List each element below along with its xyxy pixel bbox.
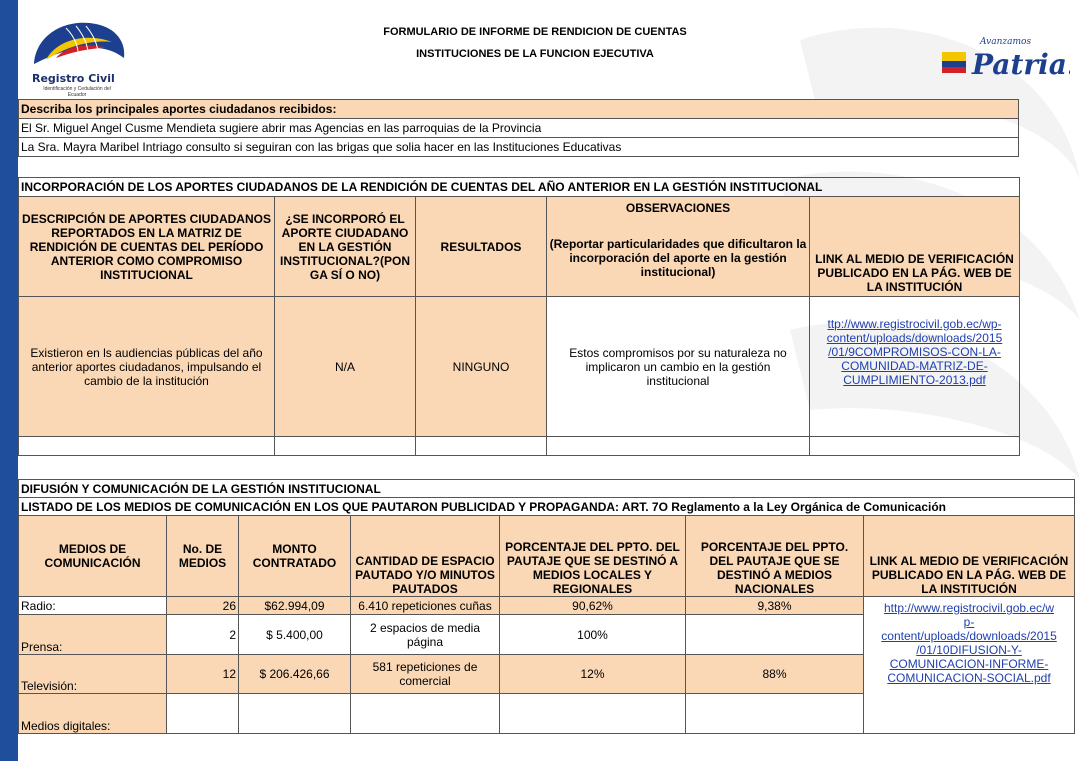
medio-locales: 100%: [500, 615, 686, 655]
medio-nacionales: 88%: [686, 655, 864, 694]
medio-monto: [239, 694, 351, 734]
header-pct-nacionales: PORCENTAJE DEL PPTO. DEL PAUTAJE QUE SE DESTINÓ A MEDIOS NACIONALES: [686, 516, 864, 597]
left-accent-bar: [0, 0, 18, 761]
medio-monto: $ 206.426,66: [239, 655, 351, 694]
header-incorporo: ¿SE INCORPORÓ EL APORTE CIUDADANO EN LA GESTIÓN INSTITUCIONAL?(PON GA SÍ O NO): [275, 197, 416, 297]
logo-left-title: Registro Civil: [32, 72, 115, 85]
row-incorporo: N/A: [275, 297, 416, 437]
medio-cantidad: 6.410 repeticiones cuñas: [351, 597, 500, 615]
logo-right-main-text: Patria!: [972, 48, 1070, 81]
header-cantidad: CANTIDAD DE ESPACIO PAUTADO Y/O MINUTOS PAUTADOS: [351, 516, 500, 597]
row-descripcion: Existieron en ls audiencias públicas del año anterior aportes ciudadanos, impulsando el cambio de la institución: [19, 297, 275, 437]
row-link[interactable]: ttp://www.registrocivil.gob.ec/wp- content/uploads/downloads/2015 /01/9COMPROMISOS-CON-LA- COMUNIDAD-MATRIZ-DE- CUMPLIMIENTO-2013.pdf: [810, 297, 1020, 437]
medio-cantidad: 581 repeticiones de comercial: [351, 655, 500, 694]
header-observaciones: [547, 197, 810, 297]
difusion-subtitle: LISTADO DE LOS MEDIOS DE COMUNICACIÓN EN LOS QUE PAUTARON PUBLICIDAD Y PROPAGANDA: ART. 7O Reglamento a la Ley Orgánica de Comunicación: [19, 498, 1075, 516]
empty-cell: [19, 437, 275, 456]
medio-monto: $ 5.400,00: [239, 615, 351, 655]
aporte-row: El Sr. Miguel Angel Cusme Mendieta sugiere abrir mas Agencias en las parroquias de la Provincia: [19, 119, 1019, 138]
medio-no: 2: [167, 615, 239, 655]
medio-no: 12: [167, 655, 239, 694]
empty-cell: [547, 437, 810, 456]
header-no-medios: No. DE MEDIOS: [167, 516, 239, 597]
header-observaciones-title: OBSERVACIONES: [625, 201, 731, 215]
medio-locales: 90,62%: [500, 597, 686, 615]
header-resultados: RESULTADOS: [416, 197, 547, 297]
empty-cell: [416, 437, 547, 456]
medio-locales: 12%: [500, 655, 686, 694]
medio-nacionales: [686, 615, 864, 655]
medio-nacionales: 9,38%: [686, 597, 864, 615]
medio-monto: $62.994,09: [239, 597, 351, 615]
header-descripcion: DESCRIPCIÓN DE APORTES CIUDADANOS REPORTADOS EN LA MATRIZ DE RENDICIÓN DE CUENTAS DEL PERÍODO ANTERIOR COMO COMPROMISO INSTITUCIONAL: [19, 197, 275, 297]
medio-no: 26: [167, 597, 239, 615]
medio-cantidad: 2 espacios de media página: [351, 615, 500, 655]
empty-cell: [810, 437, 1020, 456]
row-observaciones: Estos compromisos por su naturaleza no implicaron un cambio en la gestión institucional: [547, 297, 810, 437]
difusion-table: [18, 479, 1075, 734]
aportes-table: [18, 99, 1019, 157]
header-link-difusion: LINK AL MEDIO DE VERIFICACIÓN PUBLICADO EN LA PÁG. WEB DE LA INSTITUCIÓN: [864, 516, 1075, 597]
difusion-title: DIFUSIÓN Y COMUNICACIÓN DE LA GESTIÓN INSTITUCIONAL: [19, 480, 1075, 498]
medio-cantidad: [351, 694, 500, 734]
ecuador-flag-icon: [940, 30, 1070, 90]
header-monto: MONTO CONTRATADO: [239, 516, 351, 597]
registro-civil-emblem-icon: [26, 14, 136, 74]
medio-name: Televisión:: [19, 655, 167, 694]
aporte-row: La Sra. Mayra Maribel Intriago consulto si seguiran con las brigas que solia hacer en las Instituciones Educativas: [19, 138, 1019, 157]
header-link: LINK AL MEDIO DE VERIFICACIÓN PUBLICADO EN LA PÁG. WEB DE LA INSTITUCIÓN: [810, 197, 1020, 297]
medio-name: Radio:: [19, 597, 167, 615]
header-medios: MEDIOS DE COMUNICACIÓN: [19, 516, 167, 597]
medio-name: Prensa:: [19, 615, 167, 655]
logo-right-top-text: Avanzamos: [980, 37, 1032, 47]
incorporacion-table: [18, 177, 1020, 456]
registro-civil-logo: [26, 14, 136, 98]
form-title: FORMULARIO DE INFORME DE RENDICION DE CUENTAS: [383, 26, 687, 38]
empty-cell: [275, 437, 416, 456]
aportes-title: Describa los principales aportes ciudadanos recibidos:: [19, 100, 1019, 119]
header-pct-locales: PORCENTAJE DEL PPTO. DEL PAUTAJE QUE SE DESTINÓ A MEDIOS LOCALES Y REGIONALES: [500, 516, 686, 597]
medio-no: [167, 694, 239, 734]
difusion-link[interactable]: http://www.registrocivil.gob.ec/w p- content/uploads/downloads/2015 /01/10DIFUSION-Y- COMUNICACION-INFORME- COMUNICACION-SOCIAL.pdf: [864, 597, 1075, 734]
medio-locales: [500, 694, 686, 734]
logo-left-subtitle: Identificación y Cedulación del Ecuador: [43, 86, 111, 98]
medio-nacionales: [686, 694, 864, 734]
header-observaciones-sub: (Reportar particularidades que dificultaron la incorporación del aporte en la gestión institucional): [549, 237, 807, 279]
incorporacion-title: INCORPORACIÓN DE LOS APORTES CIUDADANOS DE LA RENDICIÓN DE CUENTAS DEL AÑO ANTERIOR EN LA GESTIÓN INSTITUCIONAL: [19, 178, 1020, 197]
form-subtitle: INSTITUCIONES DE LA FUNCION EJECUTIVA: [416, 48, 654, 60]
medio-name: Medios digitales:: [19, 694, 167, 734]
row-resultados: NINGUNO: [416, 297, 547, 437]
avanzamos-patria-logo: [940, 30, 1070, 90]
